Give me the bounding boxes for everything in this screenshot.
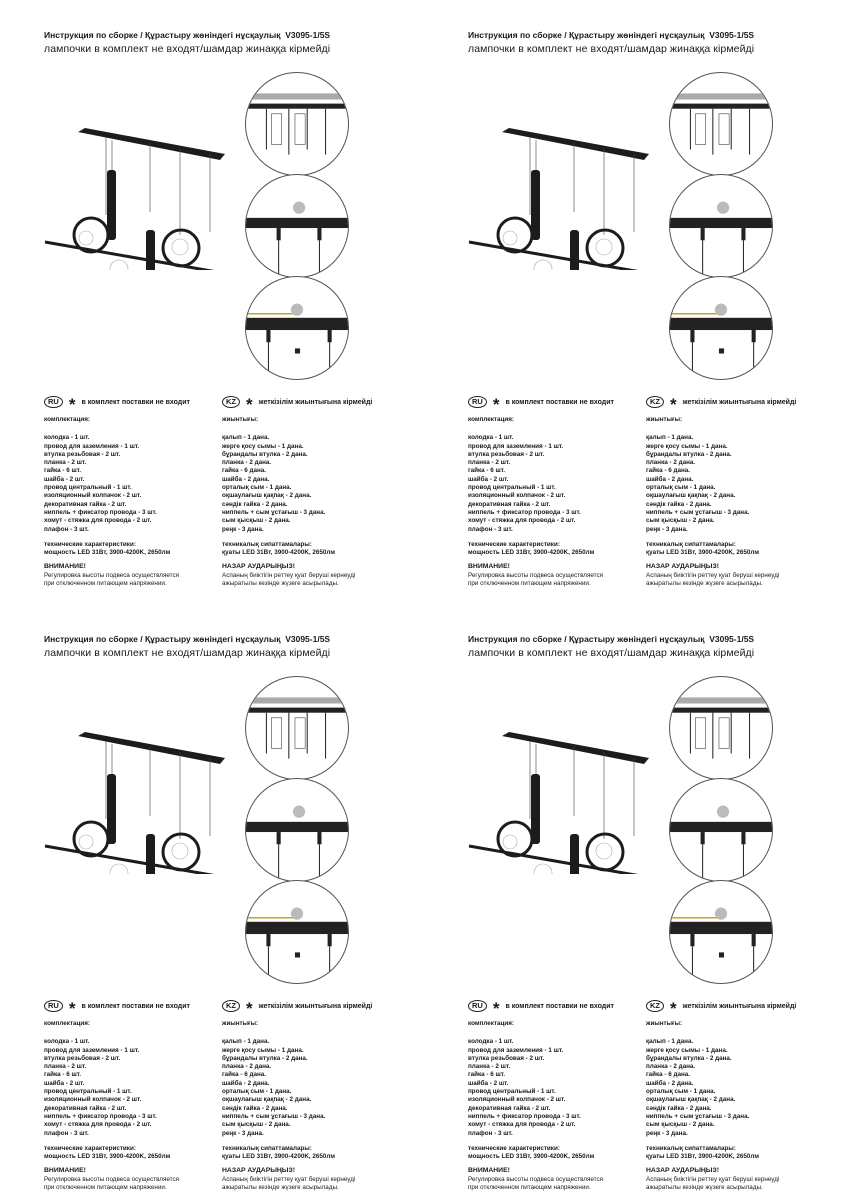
- ru-items-list: [468, 1038, 603, 1138]
- list-item: провод для заземления - 1 шт.: [468, 1046, 564, 1054]
- list-item: бұрандалы втулка - 2 дана.: [646, 1054, 732, 1062]
- list-item: сым қысқыш - 2 дана.: [222, 517, 291, 525]
- detail-circle-top: [245, 676, 349, 780]
- asterisk-icon: *: [670, 999, 677, 1018]
- list-item: ниппель + сым ұстағыш - 3 дана.: [222, 508, 326, 516]
- list-item: ниппель + сым ұстағыш - 3 дана.: [222, 1112, 326, 1120]
- ru-note: в комплект поставки не входит: [81, 398, 190, 406]
- kz-note-row: [646, 999, 797, 1018]
- asterisk-icon: *: [246, 999, 253, 1018]
- ru-warning-title: ВНИМАНИЕ!: [44, 563, 86, 571]
- list-item: декоративная гайка - 2 шт.: [44, 1104, 127, 1112]
- list-item: сәндік гайка - 2 дана.: [222, 500, 288, 508]
- ru-badge: RU: [44, 1000, 63, 1012]
- list-item: ниппель + фиксатор провода - 3 шт.: [44, 1112, 157, 1120]
- list-item: гайка - 6 дана.: [222, 1071, 267, 1079]
- list-item: декоративная гайка - 2 шт.: [468, 500, 551, 508]
- list-item: жерге қосу сымы - 1 дана.: [222, 1046, 304, 1054]
- list-item: ниппель + фиксатор провода - 3 шт.: [468, 508, 581, 516]
- list-item: колодка - 1 шт.: [468, 1038, 514, 1046]
- ru-tech-value: мощность LED 31Вт, 3900-4200K, 2650лм: [468, 1153, 595, 1161]
- list-item: втулка резьбовая - 2 шт.: [468, 1054, 545, 1062]
- ru-warning-title: ВНИМАНИЕ!: [468, 1167, 510, 1175]
- list-item: шайба - 2 дана.: [222, 475, 270, 483]
- instruction-panel-top-right: [424, 0, 848, 600]
- kz-column: [646, 1020, 779, 1192]
- list-item: сым қысқыш - 2 дана.: [646, 1121, 715, 1129]
- detail-circle-middle: [669, 778, 773, 882]
- kz-tech-value: қуаты LED 31Вт, 3900-4200K, 2650лм: [646, 549, 760, 557]
- ru-items-list: [44, 434, 179, 534]
- detail-circle-bottom: [245, 276, 349, 380]
- list-item: реңк - 3 дана.: [646, 525, 688, 533]
- list-item: гайка - 6 дана.: [646, 1071, 691, 1079]
- list-item: колодка - 1 шт.: [44, 434, 90, 442]
- list-item: қалып - 1 дана.: [222, 1038, 270, 1046]
- list-item: изоляционный колпачок - 2 шт.: [468, 1096, 566, 1104]
- ru-note-row: [468, 395, 614, 414]
- list-item: втулка резьбовая - 2 шт.: [44, 450, 121, 458]
- list-item: жерге қосу сымы - 1 дана.: [222, 442, 304, 450]
- ru-warning-line: Регулировка высоты подвеса осуществляется: [44, 1175, 180, 1183]
- list-item: бұрандалы втулка - 2 дана.: [222, 1054, 308, 1062]
- list-item: орталық сым - 1 дана.: [222, 1088, 292, 1096]
- chandelier-illustration: [40, 120, 240, 270]
- kz-items-list: [646, 434, 779, 534]
- kz-badge: KZ: [646, 1000, 664, 1012]
- ru-note-row: [44, 395, 190, 414]
- asterisk-icon: *: [670, 395, 677, 414]
- kz-warning-line: ажыратылы кезінде жүзеге асырылады.: [646, 1184, 763, 1192]
- list-item: ниппель + сым ұстағыш - 3 дана.: [646, 508, 750, 516]
- ru-tech-value: мощность LED 31Вт, 3900-4200K, 2650лм: [44, 549, 171, 557]
- ru-warning-title: ВНИМАНИЕ!: [44, 1167, 86, 1175]
- list-item: сым қысқыш - 2 дана.: [646, 517, 715, 525]
- kz-warning-line: Аспаның биіктігін реттеу қуат беруші кернеуді: [222, 571, 356, 579]
- kz-section-title: жиынтығы:: [222, 1020, 259, 1027]
- list-item: хомут - стяжка для провода - 2 шт.: [468, 1121, 576, 1129]
- list-item: хомут - стяжка для провода - 2 шт.: [44, 517, 152, 525]
- list-item: хомут - стяжка для провода - 2 шт.: [468, 517, 576, 525]
- panel-header-title: Инструкция по сборке / Құрастыру жөніндегі нұсқаулық V3095-1/5S: [44, 634, 331, 644]
- detail-circle-middle: [669, 174, 773, 278]
- list-item: бұрандалы втулка - 2 дана.: [646, 450, 732, 458]
- list-item: реңк - 3 дана.: [222, 1129, 264, 1137]
- list-item: плафон - 3 шт.: [44, 1129, 89, 1137]
- kz-warning-line: Аспаның биіктігін реттеу қуат беруші кернеуді: [222, 1175, 356, 1183]
- list-item: шайба - 2 шт.: [468, 1079, 509, 1087]
- ru-items-list: [44, 1038, 179, 1138]
- kz-column: [222, 416, 355, 588]
- kz-items-list: [222, 434, 355, 534]
- kz-note-row: [646, 395, 797, 414]
- ru-section-title: комплектация:: [44, 416, 90, 423]
- list-item: изоляционный колпачок - 2 шт.: [44, 1096, 142, 1104]
- asterisk-icon: *: [68, 395, 76, 414]
- list-item: планка - 2 шт.: [44, 1063, 87, 1071]
- list-item: жерге қосу сымы - 1 дана.: [646, 1046, 728, 1054]
- chandelier-illustration: [464, 724, 664, 874]
- kz-tech-title: техникалық сипаттамалары:: [646, 540, 736, 548]
- panel-header-title: Инструкция по сборке / Құрастыру жөніндегі нұсқаулық V3095-1/5S: [468, 634, 755, 644]
- asterisk-icon: *: [246, 395, 253, 414]
- list-item: сәндік гайка - 2 дана.: [646, 500, 712, 508]
- ru-note-row: [44, 999, 190, 1018]
- list-item: жерге қосу сымы - 1 дана.: [646, 442, 728, 450]
- ru-tech-title: технические характеристики:: [44, 540, 136, 548]
- detail-circle-middle: [245, 174, 349, 278]
- list-item: сәндік гайка - 2 дана.: [646, 1104, 712, 1112]
- detail-circle-bottom: [669, 276, 773, 380]
- list-item: плафон - 3 шт.: [468, 1129, 513, 1137]
- list-item: орталық сым - 1 дана.: [222, 484, 292, 492]
- ru-column: [44, 416, 179, 588]
- detail-circle-bottom: [669, 880, 773, 984]
- kz-section-title: жиынтығы:: [222, 416, 259, 423]
- detail-circle-top: [669, 676, 773, 780]
- ru-warning-line: Регулировка высоты подвеса осуществляется: [44, 571, 180, 579]
- kz-tech-value: қуаты LED 31Вт, 3900-4200K, 2650лм: [646, 1153, 760, 1161]
- list-item: бұрандалы втулка - 2 дана.: [222, 450, 308, 458]
- kz-column: [646, 416, 779, 588]
- ru-warning-line: при отключенном питающем напряжении.: [44, 1184, 167, 1192]
- panel-header-title: Инструкция по сборке / Құрастыру жөніндегі нұсқаулық V3095-1/5S: [468, 30, 755, 40]
- kz-tech-value: қуаты LED 31Вт, 3900-4200K, 2650лм: [222, 1153, 336, 1161]
- instruction-panel-bottom-left: [0, 604, 424, 1204]
- kz-warning-line: Аспаның биіктігін реттеу қуат беруші кернеуді: [646, 1175, 780, 1183]
- list-item: ниппель + фиксатор провода - 3 шт.: [468, 1112, 581, 1120]
- ru-tech-value: мощность LED 31Вт, 3900-4200K, 2650лм: [44, 1153, 171, 1161]
- chandelier-illustration: [464, 120, 664, 270]
- kz-warning-title: НАЗАР АУДАРЫҢЫЗ!: [646, 1167, 719, 1175]
- list-item: декоративная гайка - 2 шт.: [468, 1104, 551, 1112]
- list-item: гайка - 6 шт.: [468, 467, 506, 475]
- list-item: ниппель + сым ұстағыш - 3 дана.: [646, 1112, 750, 1120]
- kz-warning-title: НАЗАР АУДАРЫҢЫЗ!: [222, 1167, 295, 1175]
- list-item: реңк - 3 дана.: [646, 1129, 688, 1137]
- ru-tech-title: технические характеристики:: [468, 1144, 560, 1152]
- kz-note-row: [222, 395, 373, 414]
- kz-note: жеткізілім жиынтығына кірмейді: [258, 1002, 373, 1010]
- kz-badge: KZ: [646, 396, 664, 408]
- ru-warning-line: при отключенном питающем напряжении.: [44, 580, 167, 588]
- chandelier-illustration: [40, 724, 240, 874]
- list-item: сым қысқыш - 2 дана.: [222, 1121, 291, 1129]
- ru-warning-line: при отключенном питающем напряжении.: [468, 580, 591, 588]
- kz-tech-title: техникалық сипаттамалары:: [222, 540, 312, 548]
- ru-note: в комплект поставки не входит: [81, 1002, 190, 1010]
- panel-header-subtitle: лампочки в комплект не входят/шамдар жинаққа кірмейді: [44, 647, 331, 659]
- kz-warning-line: ажыратылы кезінде жүзеге асырылады.: [646, 580, 763, 588]
- list-item: оқшаулағыш қақпақ - 2 дана.: [646, 1096, 736, 1104]
- list-item: плафон - 3 шт.: [468, 525, 513, 533]
- ru-badge: RU: [468, 1000, 487, 1012]
- ru-warning-line: Регулировка высоты подвеса осуществляется: [468, 1175, 604, 1183]
- kz-warning-title: НАЗАР АУДАРЫҢЫЗ!: [646, 563, 719, 571]
- ru-column: [44, 1020, 179, 1192]
- detail-circle-middle: [245, 778, 349, 882]
- detail-circle-top: [245, 72, 349, 176]
- list-item: қалып - 1 дана.: [646, 1038, 694, 1046]
- ru-warning-title: ВНИМАНИЕ!: [468, 563, 510, 571]
- ru-tech-title: технические характеристики:: [44, 1144, 136, 1152]
- list-item: шайба - 2 дана.: [646, 475, 694, 483]
- kz-section-title: жиынтығы:: [646, 1020, 683, 1027]
- asterisk-icon: *: [492, 395, 500, 414]
- list-item: шайба - 2 шт.: [468, 475, 509, 483]
- list-item: орталық сым - 1 дана.: [646, 1088, 716, 1096]
- list-item: планка - 2 шт.: [44, 459, 87, 467]
- detail-circle-bottom: [245, 880, 349, 984]
- ru-note: в комплект поставки не входит: [505, 398, 614, 406]
- kz-column: [222, 1020, 355, 1192]
- list-item: гайка - 6 дана.: [222, 467, 267, 475]
- list-item: провод для заземления - 1 шт.: [44, 1046, 140, 1054]
- list-item: планка - 2 дана.: [646, 459, 696, 467]
- list-item: планка - 2 дана.: [222, 459, 272, 467]
- list-item: втулка резьбовая - 2 шт.: [44, 1054, 121, 1062]
- ru-note: в комплект поставки не входит: [505, 1002, 614, 1010]
- list-item: реңк - 3 дана.: [222, 525, 264, 533]
- list-item: шайба - 2 дана.: [222, 1079, 270, 1087]
- kz-warning-line: ажыратылы кезінде жүзеге асырылады.: [222, 1184, 339, 1192]
- list-item: планка - 2 шт.: [468, 1063, 511, 1071]
- list-item: ниппель + фиксатор провода - 3 шт.: [44, 508, 157, 516]
- kz-note-row: [222, 999, 373, 1018]
- list-item: планка - 2 шт.: [468, 459, 511, 467]
- ru-note-row: [468, 999, 614, 1018]
- ru-warning-line: Регулировка высоты подвеса осуществляется: [468, 571, 604, 579]
- list-item: шайба - 2 шт.: [44, 475, 85, 483]
- list-item: провод для заземления - 1 шт.: [44, 442, 140, 450]
- kz-badge: KZ: [222, 396, 240, 408]
- kz-tech-title: техникалық сипаттамалары:: [222, 1144, 312, 1152]
- list-item: хомут - стяжка для провода - 2 шт.: [44, 1121, 152, 1129]
- list-item: плафон - 3 шт.: [44, 525, 89, 533]
- list-item: провод центральный - 1 шт.: [44, 1088, 132, 1096]
- kz-tech-value: қуаты LED 31Вт, 3900-4200K, 2650лм: [222, 549, 336, 557]
- list-item: оқшаулағыш қақпақ - 2 дана.: [222, 1096, 312, 1104]
- ru-badge: RU: [44, 396, 63, 408]
- list-item: провод для заземления - 1 шт.: [468, 442, 564, 450]
- list-item: қалып - 1 дана.: [646, 434, 694, 442]
- ru-warning-line: при отключенном питающем напряжении.: [468, 1184, 591, 1192]
- ru-column: [468, 416, 603, 588]
- panel-header-subtitle: лампочки в комплект не входят/шамдар жинаққа кірмейді: [44, 43, 331, 55]
- list-item: гайка - 6 дана.: [646, 467, 691, 475]
- ru-section-title: комплектация:: [468, 1020, 514, 1027]
- ru-items-list: [468, 434, 603, 534]
- kz-section-title: жиынтығы:: [646, 416, 683, 423]
- list-item: шайба - 2 шт.: [44, 1079, 85, 1087]
- ru-tech-title: технические характеристики:: [468, 540, 560, 548]
- kz-note: жеткізілім жиынтығына кірмейді: [682, 398, 797, 406]
- list-item: сәндік гайка - 2 дана.: [222, 1104, 288, 1112]
- list-item: колодка - 1 шт.: [468, 434, 514, 442]
- list-item: гайка - 6 шт.: [44, 467, 82, 475]
- instruction-panel-top-left: [0, 0, 424, 600]
- list-item: провод центральный - 1 шт.: [44, 484, 132, 492]
- detail-circle-top: [669, 72, 773, 176]
- list-item: гайка - 6 шт.: [468, 1071, 506, 1079]
- kz-warning-line: Аспаның биіктігін реттеу қуат беруші кернеуді: [646, 571, 780, 579]
- list-item: орталық сым - 1 дана.: [646, 484, 716, 492]
- list-item: изоляционный колпачок - 2 шт.: [44, 492, 142, 500]
- asterisk-icon: *: [68, 999, 76, 1018]
- list-item: провод центральный - 1 шт.: [468, 1088, 556, 1096]
- list-item: колодка - 1 шт.: [44, 1038, 90, 1046]
- kz-items-list: [222, 1038, 355, 1138]
- kz-warning-title: НАЗАР АУДАРЫҢЫЗ!: [222, 563, 295, 571]
- kz-warning-line: ажыратылы кезінде жүзеге асырылады.: [222, 580, 339, 588]
- asterisk-icon: *: [492, 999, 500, 1018]
- kz-badge: KZ: [222, 1000, 240, 1012]
- kz-tech-title: техникалық сипаттамалары:: [646, 1144, 736, 1152]
- kz-note: жеткізілім жиынтығына кірмейді: [682, 1002, 797, 1010]
- ru-tech-value: мощность LED 31Вт, 3900-4200K, 2650лм: [468, 549, 595, 557]
- list-item: планка - 2 дана.: [646, 1063, 696, 1071]
- list-item: декоративная гайка - 2 шт.: [44, 500, 127, 508]
- panel-header-subtitle: лампочки в комплект не входят/шамдар жинаққа кірмейді: [468, 43, 755, 55]
- list-item: планка - 2 дана.: [222, 1063, 272, 1071]
- kz-note: жеткізілім жиынтығына кірмейді: [258, 398, 373, 406]
- ru-section-title: комплектация:: [468, 416, 514, 423]
- panel-header-title: Инструкция по сборке / Құрастыру жөніндегі нұсқаулық V3095-1/5S: [44, 30, 331, 40]
- list-item: шайба - 2 дана.: [646, 1079, 694, 1087]
- instruction-panel-bottom-right: [424, 604, 848, 1204]
- list-item: оқшаулағыш қақпақ - 2 дана.: [646, 492, 736, 500]
- list-item: втулка резьбовая - 2 шт.: [468, 450, 545, 458]
- panel-header-subtitle: лампочки в комплект не входят/шамдар жинаққа кірмейді: [468, 647, 755, 659]
- ru-column: [468, 1020, 603, 1192]
- list-item: изоляционный колпачок - 2 шт.: [468, 492, 566, 500]
- ru-badge: RU: [468, 396, 487, 408]
- ru-section-title: комплектация:: [44, 1020, 90, 1027]
- list-item: гайка - 6 шт.: [44, 1071, 82, 1079]
- list-item: қалып - 1 дана.: [222, 434, 270, 442]
- kz-items-list: [646, 1038, 779, 1138]
- list-item: провод центральный - 1 шт.: [468, 484, 556, 492]
- list-item: оқшаулағыш қақпақ - 2 дана.: [222, 492, 312, 500]
